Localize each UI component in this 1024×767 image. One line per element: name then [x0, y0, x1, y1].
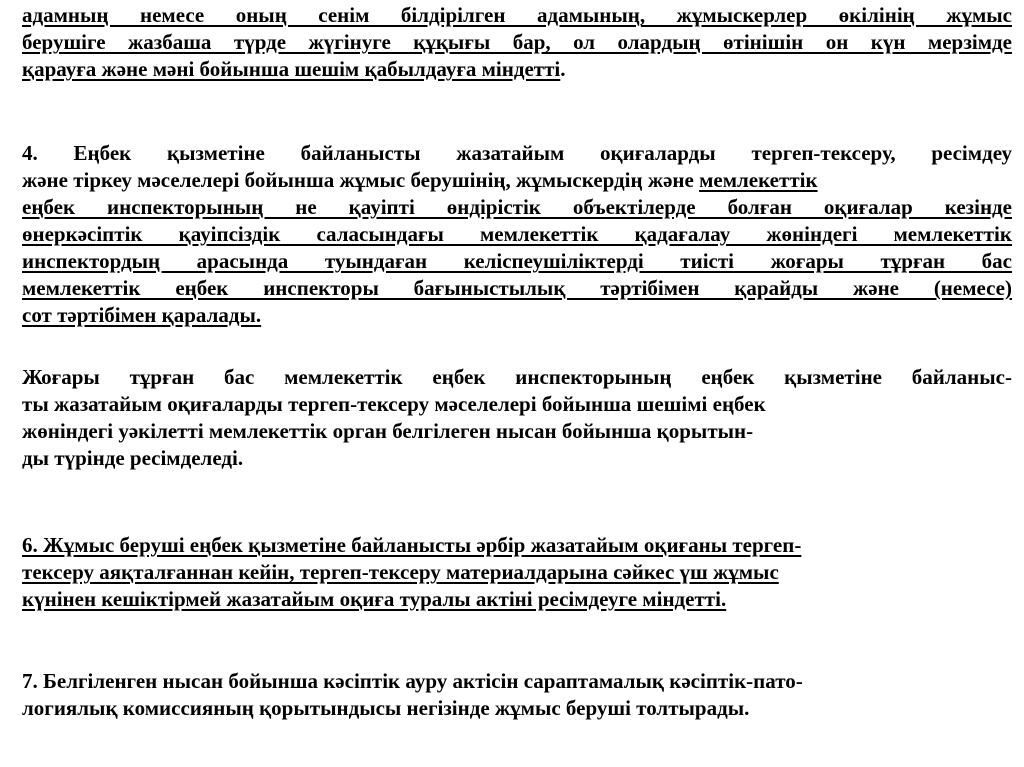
underlined-text: сот тәртібімен қаралады.: [22, 303, 262, 327]
text-line: 6. Жұмыс беруші еңбек қызметіне байланысты әрбір жазатайым оқиғаны тергеп-: [22, 533, 802, 557]
underlined-text: қарауға және мәні бойынша шешім қабылдауға міндетті: [22, 57, 561, 81]
text-line: [22, 56, 1012, 83]
paragraph-5: [22, 364, 1012, 472]
paragraph-7: [22, 668, 1012, 722]
text-line: 4. Еңбек қызметіне байланысты жазатайым оқиғаларды тергеп-тексеру, ресімдеу: [22, 141, 1012, 165]
text-line: тексеру аяқталғаннан кейін, тергеп-тексеру материалдарына сәйкес үш жұмыс: [22, 560, 779, 584]
text-fragment: және тіркеу мәселелері бойынша жұмыс берушінің, жұмыскердің және: [22, 168, 700, 192]
text-line: ты жазатайым оқиғаларды тергеп-тексеру мәселелері бойынша шешімі еңбек: [22, 392, 766, 416]
text-line: өнеркәсіптік қауіпсіздік саласындағы мемлекеттік қадағалау жөніндегі мемлекеттік: [22, 222, 1012, 246]
text-line: мемлекеттік еңбек инспекторы бағыныстылық тәртібімен қарайды және (немесе): [22, 276, 1012, 300]
text-line: 7. Белгіленген нысан бойынша кәсіптік ауру актісін сараптамалық кәсіптік-пато-: [22, 669, 803, 693]
text-line: күнінен кешіктірмей жазатайым оқиға туралы актіні ресімдеуге міндетті.: [22, 587, 727, 611]
paragraph-6: [22, 532, 1012, 613]
text-line: Жоғары тұрған бас мемлекеттік еңбек инспекторының еңбек қызметіне байланыс-: [22, 365, 1012, 389]
text-line: берушіге жазбаша түрде жүгінуге құқығы бар, ол олардың өтінішін он күн мерзімде: [22, 30, 1012, 54]
text-line: [22, 167, 1012, 194]
paragraph-4: [22, 140, 1012, 329]
text-fragment: .: [560, 57, 566, 81]
text-line: ды түрінде ресімделеді.: [22, 446, 244, 470]
text-line: инспектордың арасында туындаған келіспеушіліктерді тиісті жоғары тұрған бас: [22, 249, 1012, 273]
text-line: [22, 302, 1012, 329]
underlined-text: мемлекеттік: [699, 168, 818, 192]
text-line: еңбек инспекторының не қауіпті өндірістік объектілерде болған оқиғалар кезінде: [22, 195, 1012, 219]
text-line: адамның немесе оның сенім білдірілген адамының, жұмыскерлер өкілінің жұмыс: [22, 3, 1012, 27]
text-line: логиялық комиссияның қорытындысы негізінде жұмыс беруші толтырады.: [22, 696, 750, 720]
text-line: жөніндегі уәкілетті мемлекеттік орган белгілеген нысан бойынша қорытын-: [22, 419, 754, 443]
paragraph-intro: [22, 2, 1012, 83]
